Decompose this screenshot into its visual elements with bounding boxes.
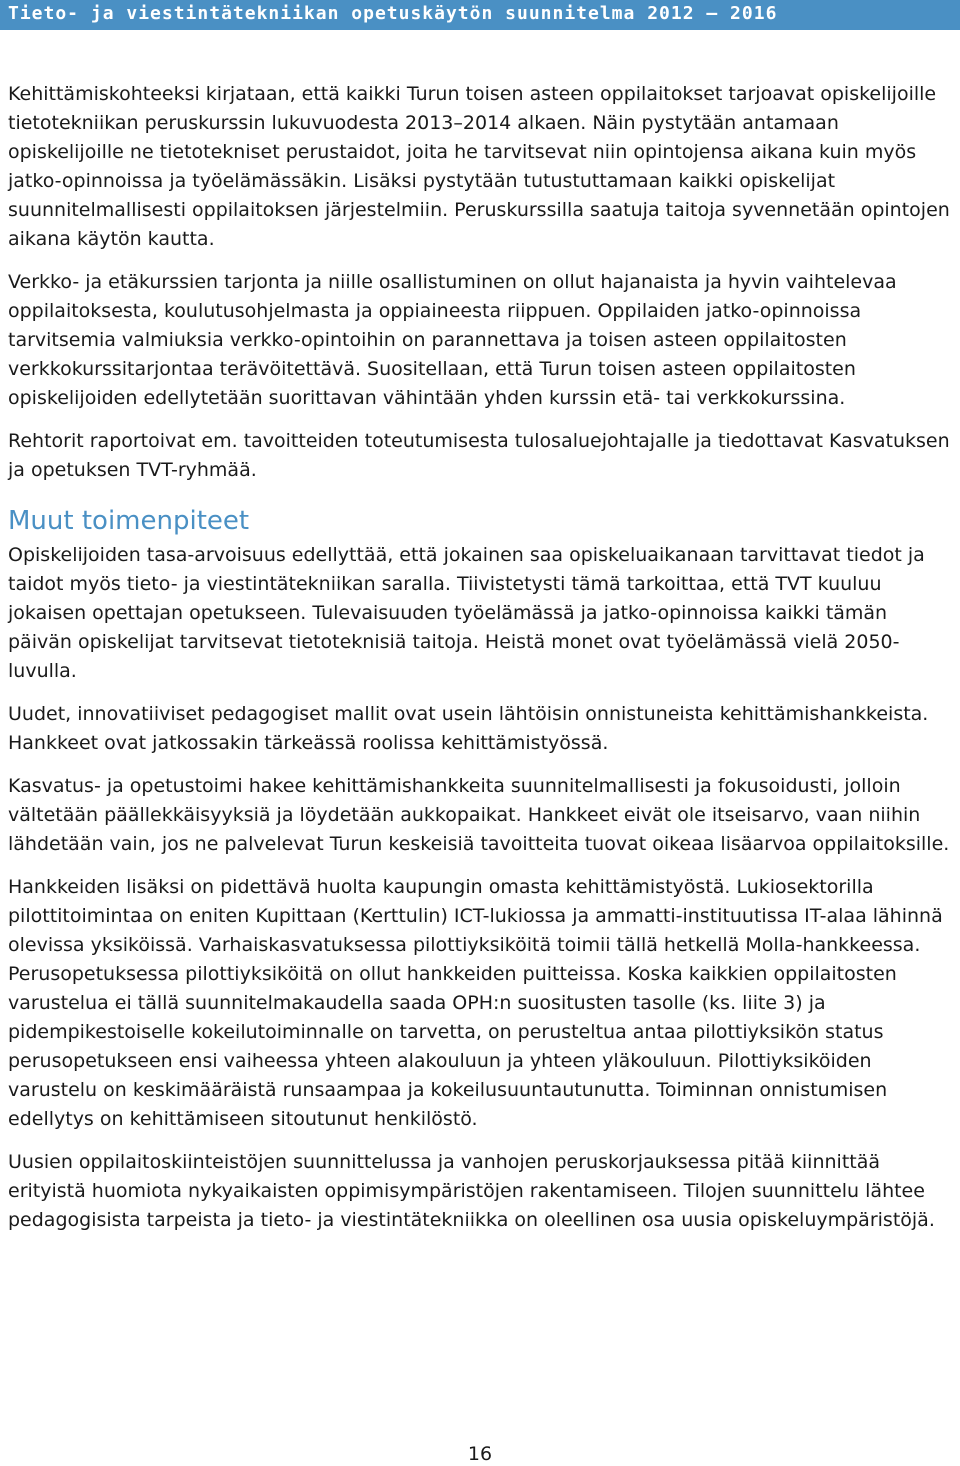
- page-content: [8, 80, 952, 1249]
- page-number: 16: [467, 1443, 493, 1465]
- paragraph: Opiskelijoiden tasa-arvoisuus edellyttää, että jokainen saa opiskeluaikanaan tarvittavat tiedot ja taidot myös tieto- ja viestintätekniikan saralla. Tiivistetysti tämä tarkoittaa, että TVT kuuluu jokaisen opettajan opetukseen. Tulevaisuuden työelämässä ja jatko-opinnoissa kaikki tämän päivän opiskelijat tarvitsevat tietoteknisiä taitoja. Heistä monet ovat työelämässä vielä 2050-luvulla.: [8, 544, 925, 682]
- paragraph: Verkko- ja etäkurssien tarjonta ja niille osallistuminen on ollut hajanaista ja hyvin vaihtelevaa oppilaitoksesta, koulutusohjelmasta ja oppiaineesta riippuen. Oppilaiden jatko-opinnoissa tarvitsemia valmiuksia verkko-opintoihin on parannettava ja toisen asteen oppilaitosten verkkokurssitarjontaa terävöitettävä. Suositellaan, että Turun toisen asteen oppilaitosten opiskelijoiden edellytetään suorittavan vähintään yhden kurssin etä- tai verkkokurssina.: [8, 271, 897, 409]
- paragraph: Kasvatus- ja opetustoimi hakee kehittämishankkeita suunnitelmallisesti ja fokusoidusti, jolloin vältetään päällekkäisyyksiä ja löydetään aukkopaikat. Hankkeet eivät ole itseisarvo, vaan niihin lähdetään vain, jos ne palvelevat Turun keskeisiä tavoitteita tuovat oikeaa lisäarvoa oppilaitoksille.: [8, 775, 950, 855]
- paragraph: Uusien oppilaitoskiinteistöjen suunnittelussa ja vanhojen peruskorjauksessa pitää kiinnittää erityistä huomiota nykyaikaisten oppimisympäristöjen rakentamiseen. Tilojen suunnittelu lähtee pedagogisista tarpeista ja tieto- ja viestintätekniikka on oleellinen osa uusia opiskeluympäristöjä.: [8, 1151, 935, 1231]
- document-title: Tieto- ja viestintätekniikan opetuskäytön suunnitelma 2012 – 2016: [8, 3, 778, 24]
- paragraph: Kehittämiskohteeksi kirjataan, että kaikki Turun toisen asteen oppilaitokset tarjoavat opiskelijoille tietotekniikan peruskurssin lukuvuodesta 2013–2014 alkaen. Näin pystytään antamaan opiskelijoille ne tietotekniset perustaidot, joita he tarvitsevat niin opintojensa aikana kuin myös jatko-opinnoissa ja työelämässäkin. Lisäksi pystytään tutustuttamaan kaikki opiskelijat suunnitelmallisesti oppilaitoksen järjestelmiin. Peruskurssilla saatuja taitoja syvennetään opintojen aikana käytön kautta.: [8, 83, 950, 250]
- paragraph: Uudet, innovatiiviset pedagogiset mallit ovat usein lähtöisin onnistuneista kehittämishankkeista. Hankkeet ovat jatkossakin tärkeässä roolissa kehittämistyössä.: [8, 703, 929, 754]
- header-bar: [0, 0, 960, 30]
- paragraph: Hankkeiden lisäksi on pidettävä huolta kaupungin omasta kehittämistyöstä. Lukiosektorilla pilottitoimintaa on eniten Kupittaan (Kerttulin) ICT-lukiossa ja ammatti-instituutissa IT-alaa lähinnä olevissa yksiköissä. Varhaiskasvatuksessa pilottiyksiköitä toimii tällä hetkellä Molla-hankkeessa. Perusopetuksessa pilottiyksiköitä on ollut hankkeiden puitteissa. Koska kaikkien oppilaitosten varustelua ei tällä suunnitelmakaudella saada OPH:n suositusten tasolle (ks. liite 3) ja pidempikestoiselle kokeilutoiminnalle on tarvetta, on perusteltua antaa pilottiyksikön status perusopetukseen ensi vaiheessa yhteen alakouluun ja yhteen yläkouluun. Pilottiyksiköiden varustelu on keskimääräistä runsaampaa ja kokeilusuuntautunutta. Toiminnan onnistumisen edellytys on kehittämiseen sitoutunut henkilöstö.: [8, 876, 943, 1130]
- section-heading: Muut toimenpiteet: [8, 506, 250, 536]
- paragraph: Rehtorit raportoivat em. tavoitteiden toteutumisesta tulosaluejohtajalle ja tiedottavat Kasvatuksen ja opetuksen TVT-ryhmää.: [8, 430, 950, 481]
